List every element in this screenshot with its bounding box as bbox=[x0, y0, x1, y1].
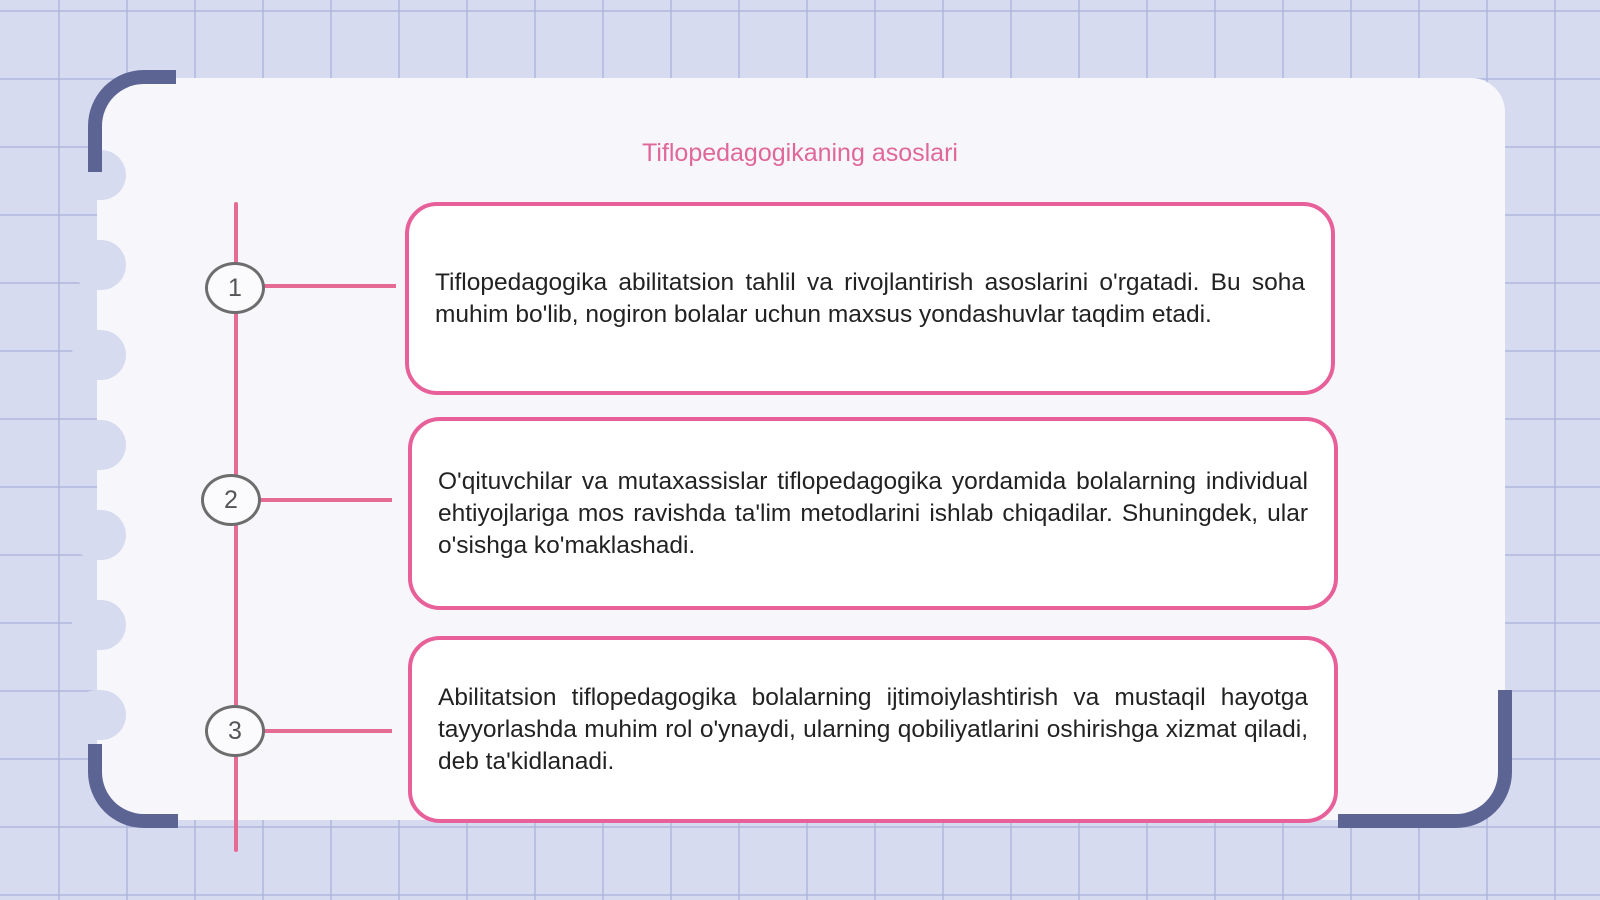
card-edge-notch bbox=[72, 330, 126, 380]
timeline-connector bbox=[264, 729, 392, 733]
step-number-badge: 3 bbox=[205, 705, 265, 757]
slide-title: Tiflopedagogikaning asoslari bbox=[642, 138, 958, 167]
step-card bbox=[408, 417, 1338, 610]
timeline-connector bbox=[264, 284, 396, 288]
card-edge-notch bbox=[72, 690, 126, 740]
corner-bracket-bottom-right bbox=[1338, 690, 1512, 828]
card-edge-notch bbox=[72, 420, 126, 470]
step-text: Tiflopedagogika abilitatsion tahlil va rivojlantirish asoslarini o'rgatadi. Bu soha muhim bo'lib, nogiron bolalar uchun maxsus yondashuvlar taqdim etadi. bbox=[435, 268, 1305, 328]
card-edge-notch bbox=[72, 600, 126, 650]
step-text: O'qituvchilar va mutaxassislar tiflopedagogika yordamida bolalarning individual ehtiyojlariga mos ravishda ta'lim metodlarini ishlab chiqadilar. Shuningdek, ular o'sishga ko'maklashadi. bbox=[438, 467, 1308, 559]
step-number-badge: 1 bbox=[205, 262, 265, 314]
card-edge-notch bbox=[72, 510, 126, 560]
step-number-badge: 2 bbox=[201, 474, 261, 526]
step-text: Abilitatsion tiflopedagogika bolalarning ijtimoiylashtirish va mustaqil hayotga tayyorlashda muhim rol o'ynaydi, ularning qobiliyatlarini oshirishga xizmat qiladi, deb ta'kidlanadi. bbox=[438, 683, 1308, 775]
card-edge-notch bbox=[72, 240, 126, 290]
timeline-connector bbox=[260, 498, 392, 502]
corner-bracket-bottom-left bbox=[88, 744, 178, 828]
step-card bbox=[408, 636, 1338, 823]
step-card bbox=[405, 202, 1335, 395]
